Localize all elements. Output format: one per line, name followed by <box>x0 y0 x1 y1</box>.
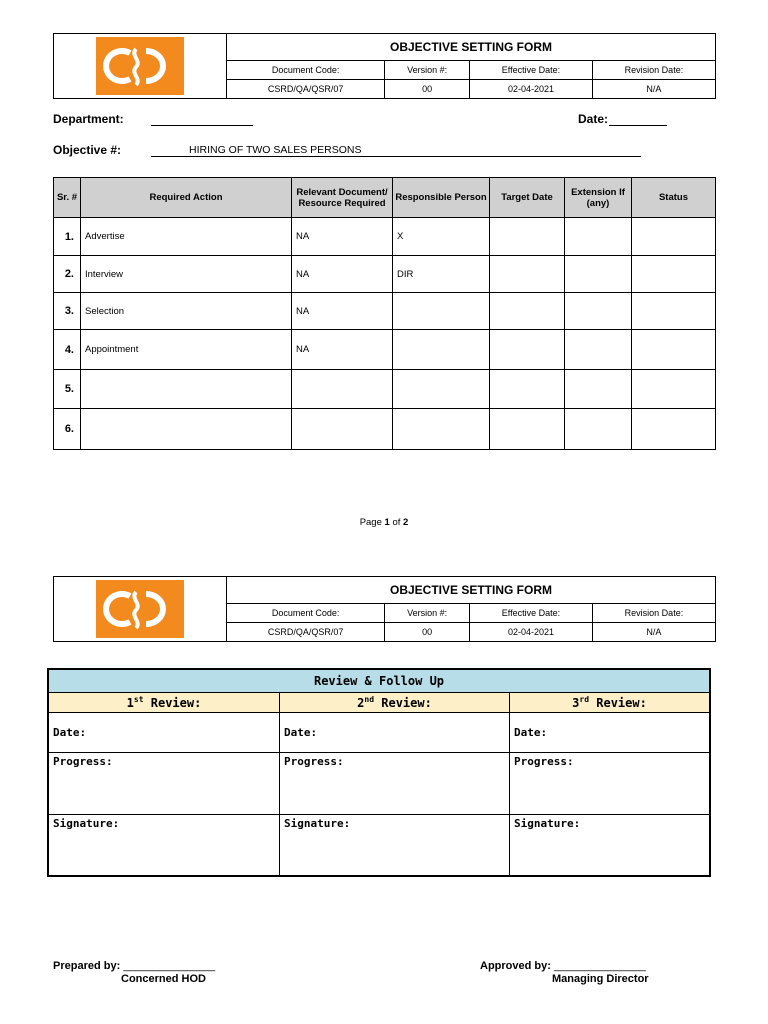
approved-by <box>480 960 646 972</box>
person-cell[interactable] <box>393 293 490 330</box>
extension-cell[interactable] <box>565 330 632 370</box>
extension-cell[interactable] <box>565 218 632 256</box>
objective-value: HIRING OF TWO SALES PERSONS <box>189 144 362 156</box>
effective-date-label: Effective Date: <box>470 61 593 80</box>
status-cell[interactable] <box>632 409 716 450</box>
doc-code-value: CSRD/QA/QSR/07 <box>227 623 385 642</box>
effective-date-value: 02-04-2021 <box>470 80 593 99</box>
review-1-header: 1st Review: <box>48 692 280 712</box>
col-header: Sr. # <box>54 178 81 218</box>
page-of: of <box>389 517 404 528</box>
form-title: OBJECTIVE SETTING FORM <box>227 577 716 604</box>
review-2-progress[interactable]: Progress: <box>280 752 510 814</box>
document-header-page-2 <box>53 576 716 642</box>
doc-cell[interactable]: NA <box>292 293 393 330</box>
table-header-row <box>54 178 716 218</box>
table-row <box>54 218 716 256</box>
review-2-signature[interactable]: Signature: <box>280 814 510 876</box>
col-header: Status <box>632 178 716 218</box>
objective-field[interactable] <box>151 143 641 157</box>
objective-table <box>53 177 716 450</box>
action-cell[interactable]: Selection <box>81 293 292 330</box>
table-row <box>54 409 716 450</box>
sr-cell: 1. <box>54 218 81 256</box>
revision-date-label: Revision Date: <box>592 604 715 623</box>
sr-cell: 5. <box>54 370 81 409</box>
person-cell[interactable]: DIR <box>393 256 490 293</box>
sr-cell: 3. <box>54 293 81 330</box>
doc-cell[interactable]: NA <box>292 256 393 293</box>
csd-logo-icon <box>96 580 184 638</box>
target-date-cell[interactable] <box>490 256 565 293</box>
prepared-label: Prepared by: <box>53 960 121 972</box>
review-table <box>47 668 711 877</box>
page-number <box>0 517 768 528</box>
sr-cell: 6. <box>54 409 81 450</box>
extension-cell[interactable] <box>565 370 632 409</box>
review-3-signature[interactable]: Signature: <box>510 814 711 876</box>
target-date-cell[interactable] <box>490 293 565 330</box>
document-header <box>53 33 716 99</box>
logo-cell <box>54 577 227 642</box>
doc-cell[interactable] <box>292 370 393 409</box>
department-label: Department: <box>53 112 124 126</box>
review-2-date[interactable]: Date: <box>280 712 510 752</box>
col-header: Required Action <box>81 178 292 218</box>
review-1-progress[interactable]: Progress: <box>48 752 280 814</box>
col-header: Responsible Person <box>393 178 490 218</box>
person-cell[interactable]: X <box>393 218 490 256</box>
table-row <box>54 293 716 330</box>
col-header: Extension If (any) <box>565 178 632 218</box>
doc-code-label: Document Code: <box>227 604 385 623</box>
status-cell[interactable] <box>632 293 716 330</box>
csd-logo-icon <box>96 37 184 95</box>
doc-code-value: CSRD/QA/QSR/07 <box>227 80 385 99</box>
sr-cell: 4. <box>54 330 81 370</box>
review-title: Review & Follow Up <box>48 669 710 692</box>
form-title: OBJECTIVE SETTING FORM <box>227 34 716 61</box>
logo-cell <box>54 34 227 99</box>
status-cell[interactable] <box>632 370 716 409</box>
extension-cell[interactable] <box>565 256 632 293</box>
prepared-role: Concerned HOD <box>121 973 206 985</box>
date-field[interactable] <box>609 112 667 126</box>
table-row <box>54 256 716 293</box>
effective-date-value: 02-04-2021 <box>470 623 593 642</box>
target-date-cell[interactable] <box>490 218 565 256</box>
action-cell[interactable]: Interview <box>81 256 292 293</box>
version-label: Version #: <box>385 604 470 623</box>
doc-cell[interactable]: NA <box>292 218 393 256</box>
extension-cell[interactable] <box>565 293 632 330</box>
page-current: 1 <box>384 517 390 528</box>
prepared-by <box>53 960 215 972</box>
revision-date-value: N/A <box>592 80 715 99</box>
version-value: 00 <box>385 623 470 642</box>
doc-code-label: Document Code: <box>227 61 385 80</box>
target-date-cell[interactable] <box>490 370 565 409</box>
department-field[interactable] <box>151 112 253 126</box>
status-cell[interactable] <box>632 330 716 370</box>
person-cell[interactable] <box>393 370 490 409</box>
sr-cell: 2. <box>54 256 81 293</box>
review-1-signature[interactable]: Signature: <box>48 814 280 876</box>
person-cell[interactable] <box>393 409 490 450</box>
review-2-header: 2nd Review: <box>280 692 510 712</box>
col-header: Relevant Document/ Resource Required <box>292 178 393 218</box>
extension-cell[interactable] <box>565 409 632 450</box>
status-cell[interactable] <box>632 256 716 293</box>
version-value: 00 <box>385 80 470 99</box>
page-total: 2 <box>403 517 409 528</box>
page-prefix: Page <box>359 517 385 528</box>
revision-date-label: Revision Date: <box>592 61 715 80</box>
review-3-header: 3rd Review: <box>510 692 711 712</box>
revision-date-value: N/A <box>592 623 715 642</box>
review-3-date[interactable]: Date: <box>510 712 711 752</box>
approved-line[interactable]: _______________ <box>553 960 646 972</box>
date-label: Date: <box>578 112 609 126</box>
table-row <box>54 370 716 409</box>
target-date-cell[interactable] <box>490 330 565 370</box>
review-3-progress[interactable]: Progress: <box>510 752 711 814</box>
doc-cell[interactable] <box>292 409 393 450</box>
approved-role: Managing Director <box>552 973 649 985</box>
objective-label: Objective #: <box>53 143 122 157</box>
action-cell[interactable]: Appointment <box>81 330 292 370</box>
doc-cell[interactable]: NA <box>292 330 393 370</box>
status-cell[interactable] <box>632 218 716 256</box>
approved-label: Approved by: <box>480 960 551 972</box>
table-row <box>54 330 716 370</box>
action-cell[interactable]: Advertise <box>81 218 292 256</box>
action-cell[interactable] <box>81 409 292 450</box>
person-cell[interactable] <box>393 330 490 370</box>
col-header: Target Date <box>490 178 565 218</box>
version-label: Version #: <box>385 61 470 80</box>
target-date-cell[interactable] <box>490 409 565 450</box>
review-1-date[interactable]: Date: <box>48 712 280 752</box>
effective-date-label: Effective Date: <box>470 604 593 623</box>
action-cell[interactable] <box>81 370 292 409</box>
prepared-line[interactable]: _______________ <box>123 960 216 972</box>
